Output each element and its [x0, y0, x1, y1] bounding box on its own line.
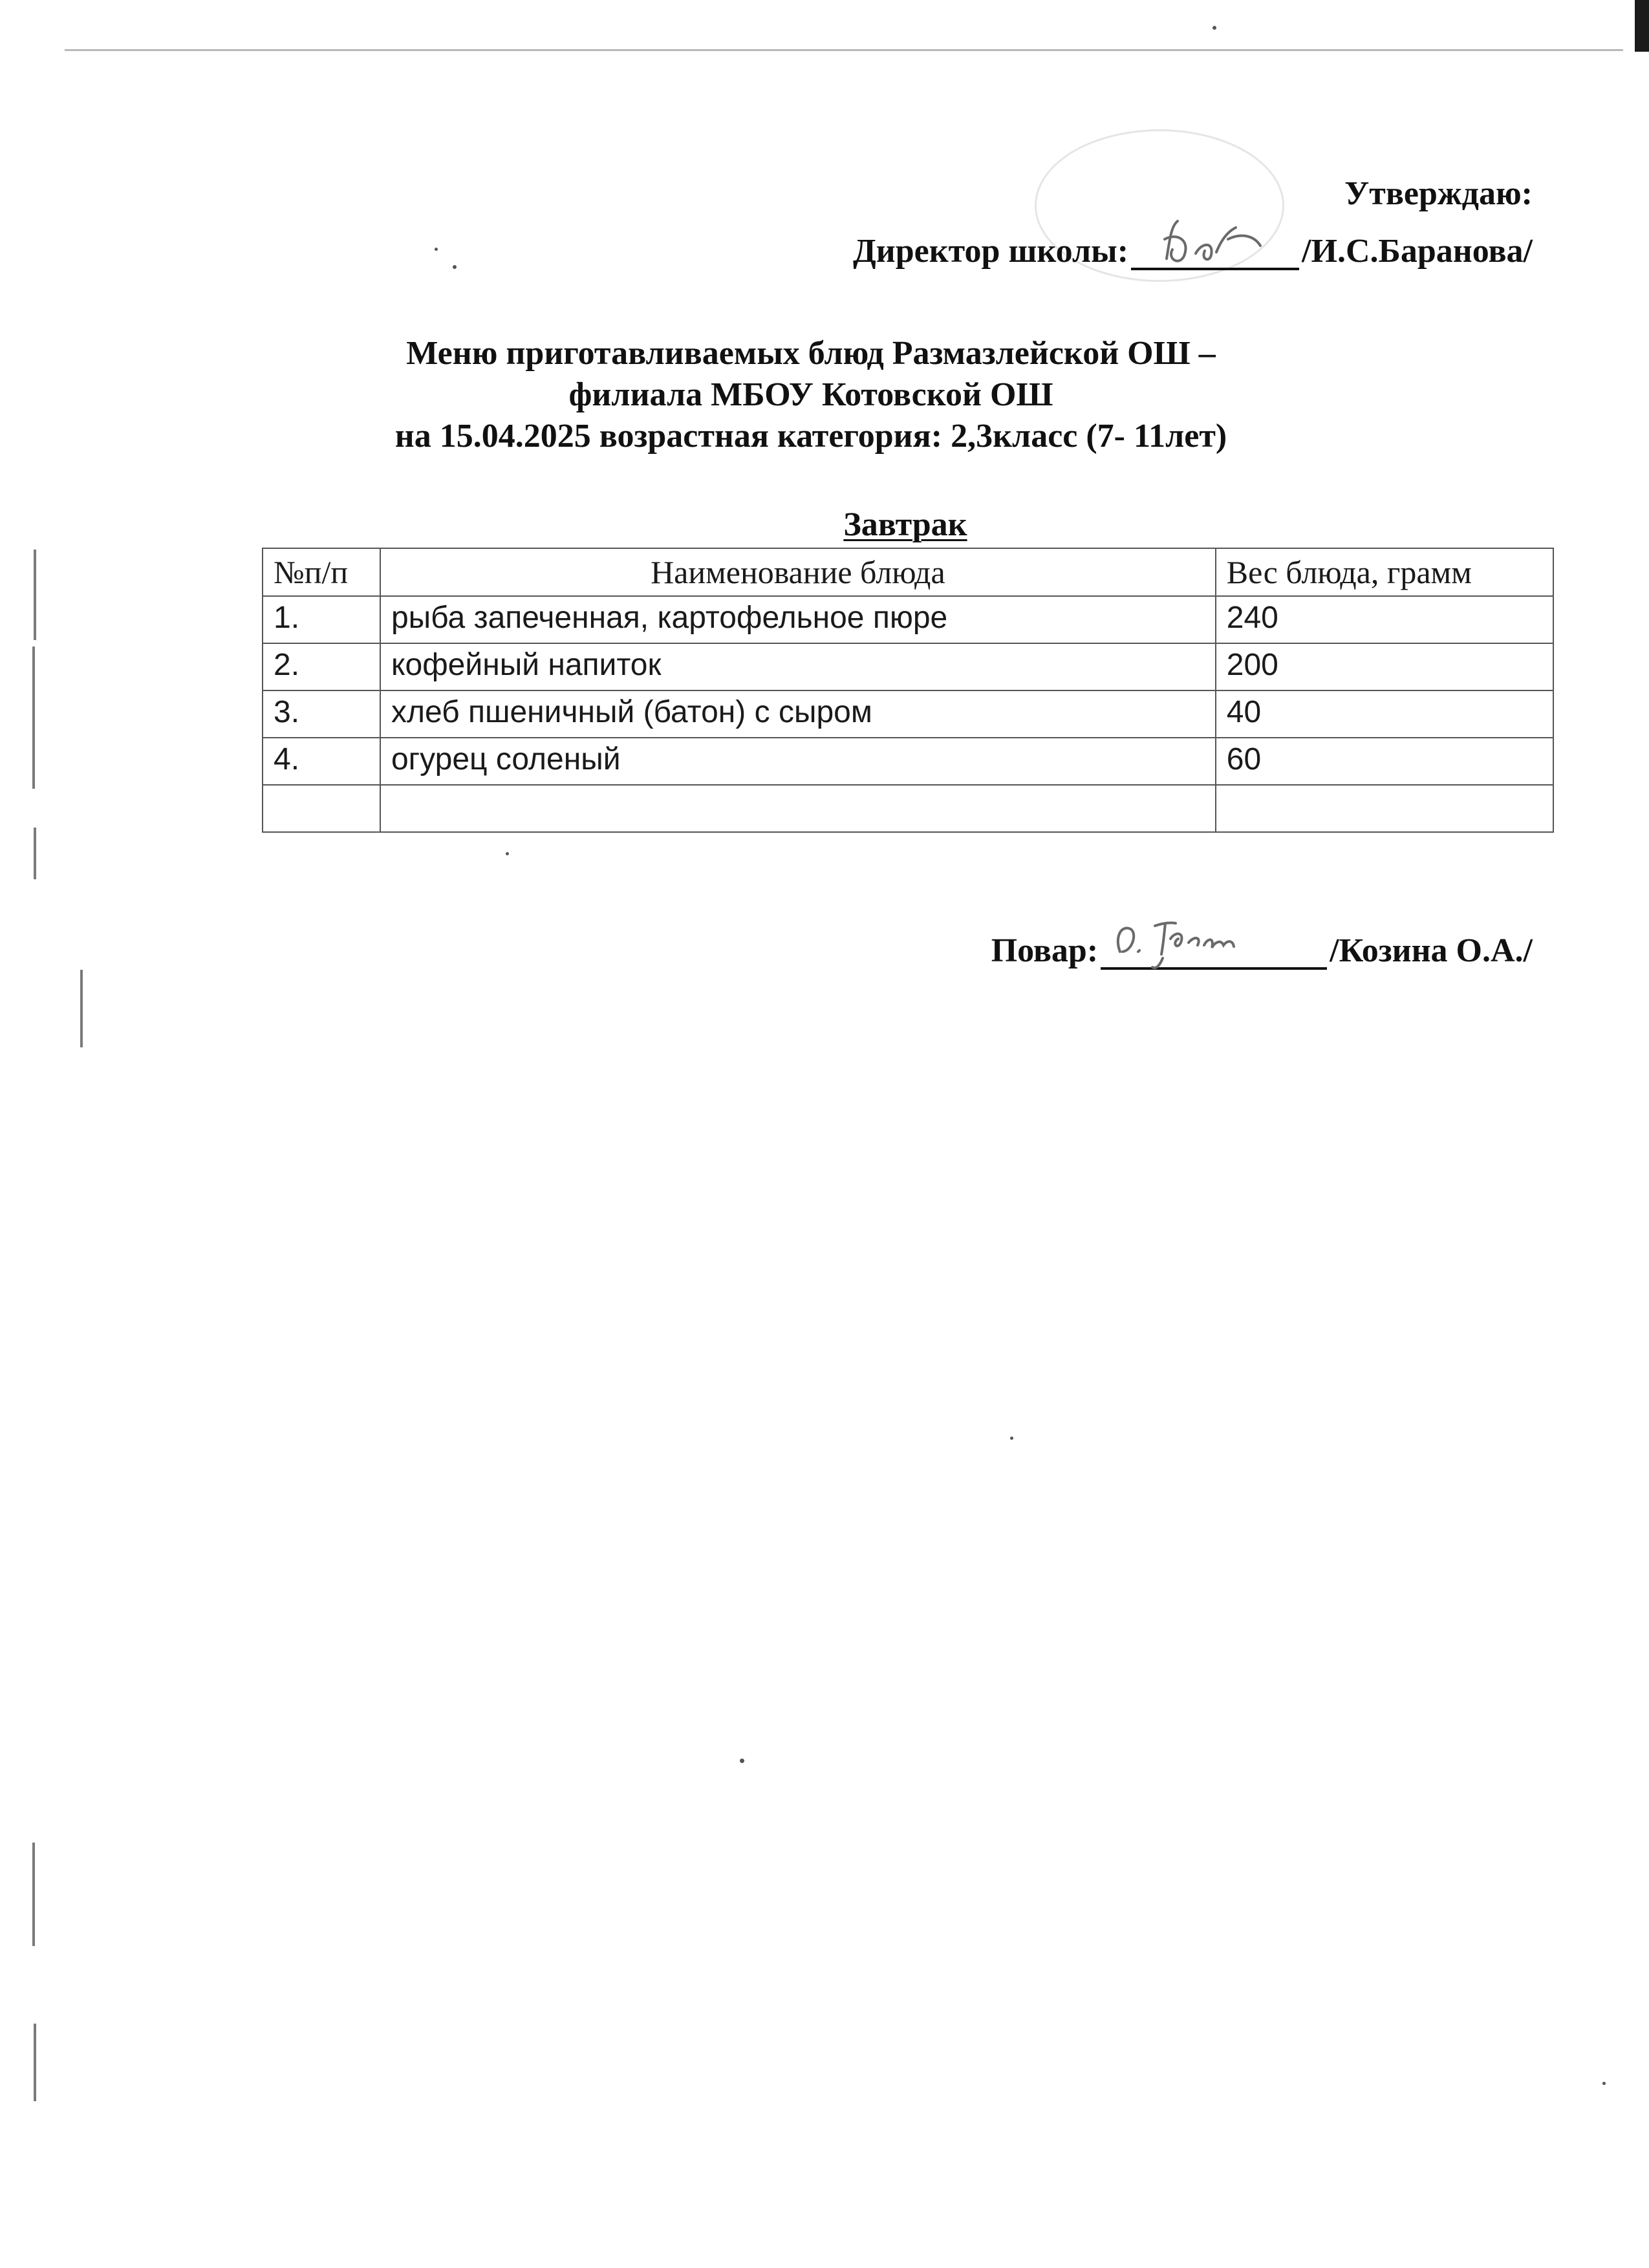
menu-heading-line1: Меню приготавливаемых блюд Размазлейской ОШ –	[406, 335, 1216, 372]
scan-speck	[506, 852, 509, 855]
director-signature-field	[1131, 231, 1299, 270]
approval-title: Утверждаю:	[1344, 175, 1533, 212]
scan-margin-mark	[80, 970, 83, 1047]
cook-signature-field	[1101, 931, 1327, 970]
table-row	[263, 596, 1553, 643]
row-num: 2.	[263, 643, 380, 690]
row-dish-name: рыба запеченная, картофельное пюре	[380, 596, 1216, 643]
row-dish-name: кофейный напиток	[380, 643, 1216, 690]
scan-speck	[740, 1759, 744, 1763]
menu-heading	[0, 333, 1649, 457]
header-weight: Вес блюда, грамм	[1216, 548, 1553, 596]
menu-heading-line2: филиала МБОУ Котовской ОШ	[568, 376, 1053, 413]
row-num: 3.	[263, 690, 380, 738]
row-weight: 60	[1216, 738, 1553, 785]
scan-speck	[1212, 26, 1216, 30]
scan-edge-line	[65, 49, 1623, 51]
scan-speck	[1010, 1437, 1013, 1440]
scan-margin-mark	[32, 1843, 35, 1946]
meal-title: Завтрак	[843, 506, 967, 543]
scan-speck	[453, 265, 457, 269]
row-weight: 40	[1216, 690, 1553, 738]
table-row	[263, 690, 1553, 738]
cook-name: /Козина О.А./	[1330, 932, 1533, 969]
scan-speck	[435, 248, 438, 251]
director-signature-line	[853, 231, 1533, 270]
scan-edge-mark	[1635, 0, 1649, 52]
cook-label: Повар:	[991, 932, 1099, 969]
row-weight: 200	[1216, 643, 1553, 690]
scan-margin-mark	[34, 2024, 36, 2101]
cook-signature	[1101, 900, 1327, 971]
scan-margin-mark	[34, 550, 36, 640]
table-header-row	[263, 548, 1553, 596]
menu-heading-line3: на 15.04.2025 возрастная категория: 2,3класс (7- 11лет)	[394, 418, 1227, 455]
cook-signature-line	[991, 931, 1533, 970]
scan-margin-mark	[34, 828, 36, 879]
row-num-empty	[263, 785, 380, 832]
table-row-empty	[263, 785, 1553, 832]
director-label: Директор школы:	[852, 233, 1129, 270]
table-row	[263, 643, 1553, 690]
scan-speck	[1602, 2082, 1606, 2085]
menu-table	[262, 548, 1554, 833]
row-num: 4.	[263, 738, 380, 785]
table-row	[263, 738, 1553, 785]
row-dish-name: огурец соленый	[380, 738, 1216, 785]
director-signature	[1131, 213, 1299, 272]
row-dish-name: хлеб пшеничный (батон) с сыром	[380, 690, 1216, 738]
row-dish-name-empty	[380, 785, 1216, 832]
header-name: Наименование блюда	[380, 548, 1216, 596]
row-weight: 240	[1216, 596, 1553, 643]
scan-margin-mark	[32, 647, 35, 789]
row-num: 1.	[263, 596, 380, 643]
row-weight-empty	[1216, 785, 1553, 832]
director-name: /И.С.Баранова/	[1302, 233, 1533, 270]
header-num: №п/п	[263, 548, 380, 596]
